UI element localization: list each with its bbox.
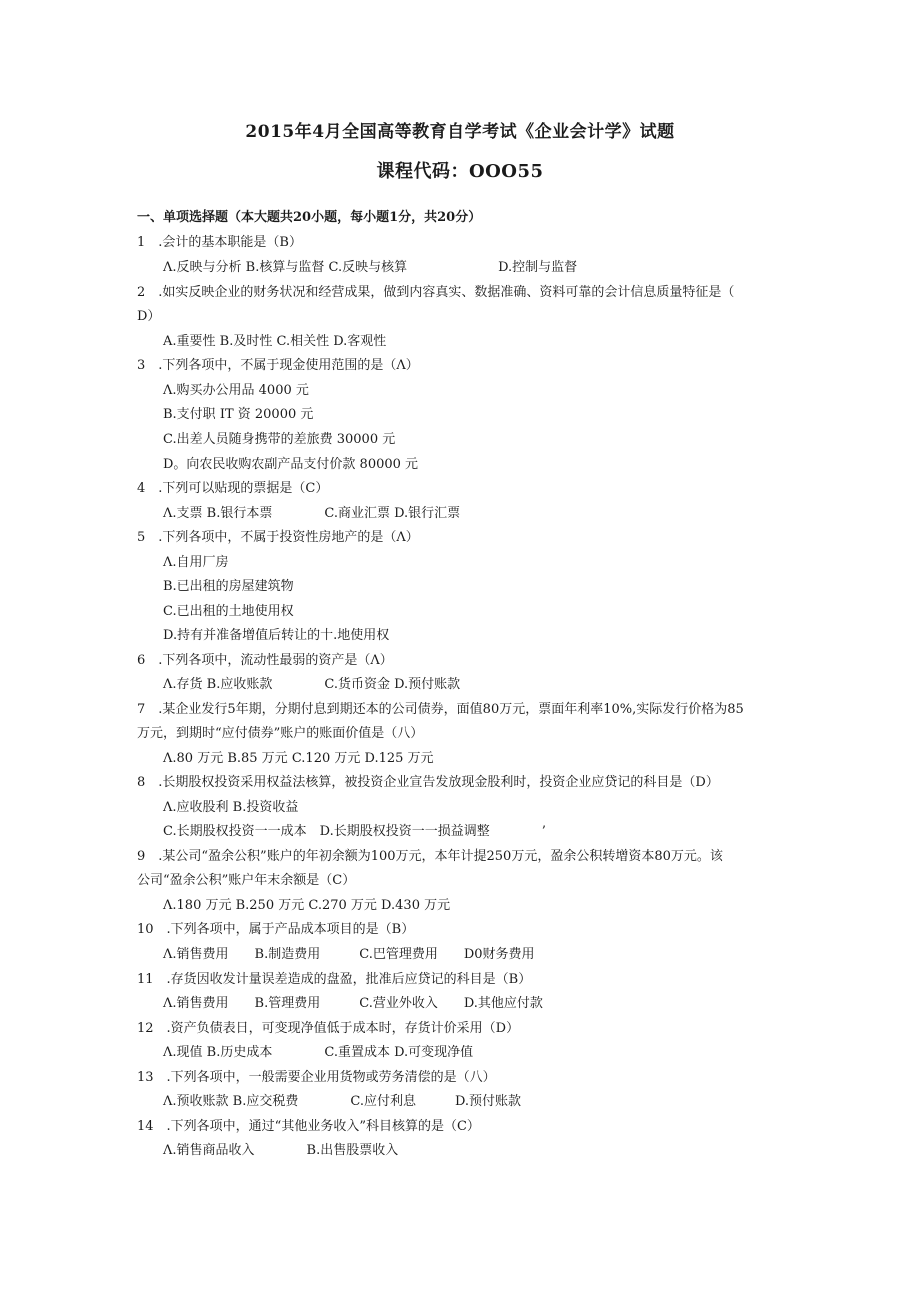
question-14-options: Λ.销售商品收入 B.出售股票收入 [163,1143,399,1158]
question-9-cont: 公司“盈余公积”账户年末余额是（C） [137,873,356,888]
question-13-options: Λ.预收账款 B.应交税费 C.应付利息 D.预付账款 [163,1094,522,1109]
question-5-option-c: C.已出租的土地使用权 [163,604,294,619]
question-13: 13 .下列各项中，一般需要企业用货物或劳务清偿的是（八） [137,1070,496,1085]
question-2-options: A.重要性 B.及时性 C.相关性 D.客观性 [163,334,387,349]
question-12-options: Λ.现值 B.历史成本 C.重置成本 D.可变现净值 [163,1045,474,1060]
question-3-option-a: Λ.购买办公用品 4000 元 [163,383,309,398]
question-14: 14 .下列各项中，通过“其他业务收入”科目核算的是（C） [137,1119,480,1134]
question-5-option-b: B.已出租的房屋建筑物 [163,579,294,594]
question-5-option-a: Λ.自用厂房 [163,555,229,570]
question-3-option-b: B.支付职 IT 资 20000 元 [163,407,314,422]
question-7-cont: 万元，到期时“应付债券”账户的账面价值是（八） [137,726,424,741]
question-11-options: Λ.销售费用 B.管理费用 C.营业外收入 D.其他应付款 [163,996,543,1011]
question-6-options: Λ.存货 B.应收账款 C.货币资金 D.预付账款 [163,677,461,692]
question-10-options: Λ.销售费用 B.制造费用 C.巴管理费用 D0财务费用 [163,947,535,962]
question-5-option-d: D.持有并准备增值后转让的十.地使用权 [163,628,390,643]
section-heading: 一、单项选择题（本大题共20小题，每小题1分，共20分） [137,210,482,225]
question-8-options-cd: C.长期股权投资一一成本 D.长期股权投资一一损益调整 ’ [163,824,546,839]
question-11: 11 .存货因收发计量误差造成的盘盈，批准后应贷记的科目是（B） [137,972,532,987]
question-9: 9 .某公司“盈余公积”账户的年初余额为100万元，本年计提250万元，盈余公积转增资本80万元。该 [137,849,723,864]
question-9-options: Λ.180 万元 B.250 万元 C.270 万元 D.430 万元 [163,898,451,913]
question-10: 10 .下列各项中，属于产品成本项目的是（B） [137,922,415,937]
question-12: 12 .资产负债表日，可变现净值低于成本时，存货计价采用（D） [137,1021,520,1036]
question-2: 2 .如实反映企业的财务状况和经营成果，做到内容真实、数据准确、资料可靠的会计信息质量特征是（ [137,285,735,300]
question-4: 4 .下列可以贴现的票据是（C） [137,481,329,496]
question-4-options: Λ.支票 B.银行本票 C.商业汇票 D.银行汇票 [163,506,461,521]
question-2-cont: D） [137,309,161,324]
exam-title: 2015年4月全国高等教育自学考试《企业会计学》试题 [245,122,675,142]
question-3: 3 .下列各项中，不属于现金使用范围的是（Λ） [137,358,419,373]
question-7-options: Λ.80 万元 B.85 万元 C.120 万元 D.125 万元 [163,751,434,766]
question-1: 1 .会计的基本职能是（B） [137,235,302,250]
question-3-option-c: C.出差人员随身携带的差旅费 30000 元 [163,432,396,447]
question-7: 7 .某企业发行5年期，分期付息到期还本的公司债券，面值80万元，票面年利率10%,实际发行价格为85 [137,702,744,717]
question-3-option-d: D。向农民收购农副产品支付价款 80000 元 [163,457,419,472]
course-code: 课程代码：OOO55 [376,161,544,182]
question-5: 5 .下列各项中，不属于投资性房地产的是（Λ） [137,530,419,545]
question-8-options-ab: Λ.应收股利 B.投资收益 [163,800,299,815]
question-8: 8 .长期股权投资采用权益法核算，被投资企业宣告发放现金股利时，投资企业应贷记的科目是（D） [137,775,719,790]
question-1-options: Λ.反映与分析 B.核算与监督 C.反映与核算 D.控制与监督 [163,260,578,275]
question-6: 6 .下列各项中，流动性最弱的资产是（Λ） [137,653,393,668]
